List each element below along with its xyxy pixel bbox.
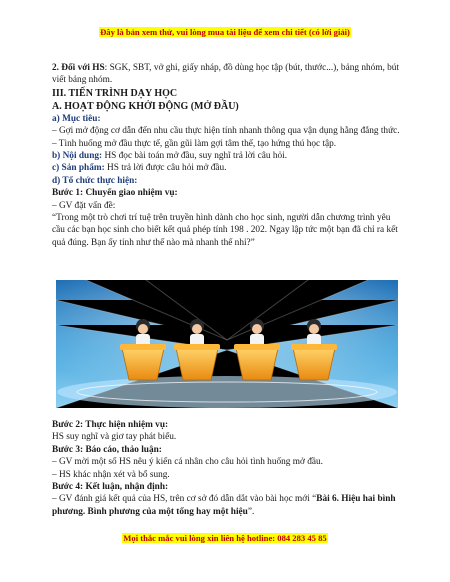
- activity-title: A. HOẠT ĐỘNG KHỞI ĐỘNG (MỞ ĐẦU): [52, 100, 239, 112]
- step-3-item: – HS khác nhận xét và bổ sung.: [52, 469, 170, 480]
- lesson-plan-steps: [52, 419, 402, 518]
- lesson-plan-body: [52, 62, 402, 249]
- product-line: c) Sản phẩm: HS trả lời được câu hỏi mở đầu.: [52, 163, 227, 174]
- step-1-intro: – GV đặt vấn đề:: [52, 200, 116, 211]
- content-line: b) Nội dung: HS đọc bài toán mở đầu, suy nghĩ trả lời câu hỏi.: [52, 151, 288, 162]
- step-3-item: – GV mời một số HS nêu ý kiến cá nhân cho câu hỏi tình huống mở đầu.: [52, 457, 323, 468]
- game-show-illustration: [56, 280, 398, 408]
- section-2-students: 2. Đối với HS: SGK, SBT, vở ghi, giấy nháp, đồ dùng học tập (bút, thước...), bảng nhóm, bút viết bảng nhóm.: [52, 63, 400, 86]
- organize-label: d) Tổ chức thực hiện:: [52, 175, 138, 186]
- hotline-banner: Mọi thắc mắc vui lòng xin liên hệ hotline: 084 283 45 85: [123, 533, 327, 543]
- goal-label: a) Mục tiêu:: [52, 113, 101, 124]
- preview-notice-banner: Đây là bản xem thử, vui lòng mua tài liệu để xem chi tiết (có lời giải): [100, 27, 350, 37]
- goal-item: – Tình huống mở đầu thực tế, gần gũi làm gợi tâm thế, tạo hứng thú học tập.: [52, 138, 337, 149]
- section-3-title: III. TIẾN TRÌNH DẠY HỌC: [52, 87, 178, 99]
- step-1-label: Bước 1: Chuyển giao nhiệm vụ:: [52, 188, 178, 199]
- step-2-text: HS suy nghĩ và giơ tay phát biểu.: [52, 432, 177, 443]
- step-4-label: Bước 4: Kết luận, nhận định:: [52, 482, 169, 493]
- step-1-quote: “Trong một trò chơi trí tuệ trên truyền hình dành cho học sinh, người dẫn chương trình yêu cầu các bạn học sinh cho biết kết quả phép tính 198 . 202. Ngay lập tức một bạn đã chỉ ra kết quả đúng. Bạn ấy tính như thế nào mà nhanh thế nhỉ?”: [52, 213, 398, 248]
- step-3-label: Bước 3: Báo cáo, thảo luận:: [52, 444, 162, 455]
- goal-item: – Gợi mở động cơ dẫn đến nhu cầu thực hiện tính nhanh thông qua vận dụng hằng đẳng thức.: [52, 126, 400, 137]
- step-4-text: – GV đánh giá kết quả của HS, trên cơ sở đó dẫn dắt vào bài học mới “Bài 6. Hiệu hai bình phương. Bình phương của một tổng hay một hiệu”.: [52, 494, 396, 517]
- quiz-stage-image: [56, 280, 398, 408]
- step-2-label: Bước 2: Thực hiện nhiệm vụ:: [52, 420, 169, 430]
